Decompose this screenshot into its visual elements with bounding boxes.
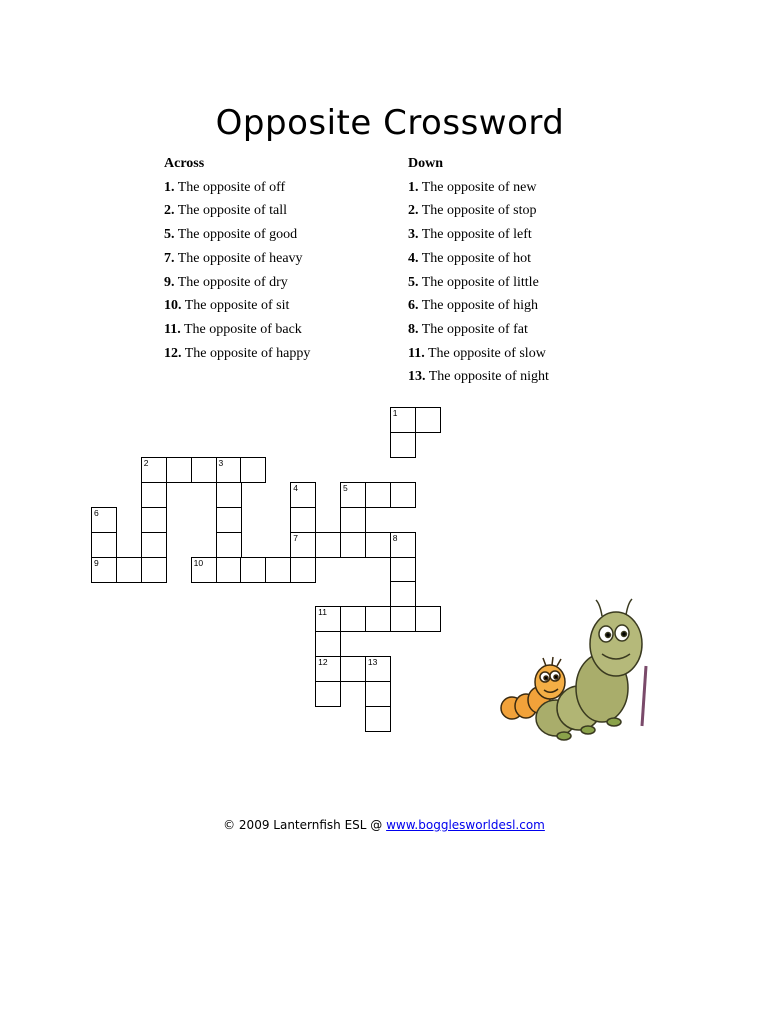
crossword-cell[interactable] xyxy=(216,457,242,483)
crossword-cell[interactable] xyxy=(315,681,341,707)
clue-text: The opposite of new xyxy=(421,179,537,195)
crossword-cell[interactable] xyxy=(91,507,117,533)
across-clue xyxy=(164,223,310,247)
cell-number: 8 xyxy=(392,532,398,543)
clue-number: 5. xyxy=(164,227,175,243)
down-clue xyxy=(408,247,549,271)
clue-text: The opposite of off xyxy=(177,179,286,195)
crossword-cell[interactable] xyxy=(191,457,217,483)
crossword-cell[interactable] xyxy=(365,681,391,707)
cell-number: 9 xyxy=(94,557,99,568)
crossword-cell[interactable] xyxy=(265,557,291,583)
down-clue xyxy=(408,294,549,318)
down-clue xyxy=(408,199,549,223)
clue-number: 1. xyxy=(408,179,419,195)
crossword-cell[interactable] xyxy=(415,606,441,632)
crossword-cell[interactable] xyxy=(315,656,341,682)
clue-number: 13. xyxy=(408,369,426,385)
crossword-cell[interactable] xyxy=(290,507,316,533)
clue-text: The opposite of fat xyxy=(421,321,528,337)
cell-number: 13 xyxy=(367,657,378,668)
crossword-cell[interactable] xyxy=(365,706,391,732)
cell-number: 4 xyxy=(293,482,298,493)
crossword-cell[interactable] xyxy=(290,557,316,583)
clue-number: 11. xyxy=(164,321,181,337)
crossword-cell[interactable] xyxy=(365,606,391,632)
across-clue xyxy=(164,199,310,223)
copyright-text: © 2009 Lanternfish ESL @ xyxy=(223,818,387,832)
crossword-cell[interactable] xyxy=(91,532,117,558)
across-heading: Across xyxy=(164,156,205,171)
crossword-cell[interactable] xyxy=(390,557,416,583)
down-clue xyxy=(408,365,549,389)
crossword-cell[interactable] xyxy=(415,407,441,433)
clue-text: The opposite of night xyxy=(428,369,549,385)
across-clues xyxy=(164,152,310,365)
down-clue xyxy=(408,271,549,295)
crossword-cell[interactable] xyxy=(216,532,242,558)
crossword-cell[interactable] xyxy=(240,557,266,583)
clue-number: 11. xyxy=(408,345,425,361)
down-heading: Down xyxy=(408,156,444,171)
cell-number: 7 xyxy=(293,532,298,543)
crossword-cell[interactable] xyxy=(390,606,416,632)
crossword-cell[interactable] xyxy=(315,631,341,657)
down-clue xyxy=(408,342,549,366)
clue-number: 10. xyxy=(164,298,182,314)
clue-number: 3. xyxy=(408,227,419,243)
cell-number: 12 xyxy=(318,657,328,668)
crossword-cell[interactable] xyxy=(315,606,341,632)
clue-text: The opposite of back xyxy=(183,321,302,337)
crossword-cell[interactable] xyxy=(340,507,366,533)
crossword-cell[interactable] xyxy=(141,532,167,558)
clue-number: 1. xyxy=(164,179,175,195)
website-link[interactable]: www.bogglesworldesl.com xyxy=(386,818,545,832)
crossword-cell[interactable] xyxy=(240,457,266,483)
crossword-cell[interactable] xyxy=(290,482,316,508)
clue-number: 7. xyxy=(164,250,175,266)
crossword-cell[interactable] xyxy=(290,532,316,558)
clue-text: The opposite of good xyxy=(177,227,298,243)
crossword-cell[interactable] xyxy=(141,507,167,533)
clue-text: The opposite of hot xyxy=(421,250,532,266)
clue-text: The opposite of dry xyxy=(177,274,288,290)
clue-number: 2. xyxy=(164,203,175,219)
crossword-cell[interactable] xyxy=(141,557,167,583)
cell-number: 6 xyxy=(94,507,99,518)
caterpillars-illustration xyxy=(494,596,666,746)
crossword-cell[interactable] xyxy=(365,656,391,682)
crossword-cell[interactable] xyxy=(191,557,217,583)
across-clue xyxy=(164,271,310,295)
clue-number: 8. xyxy=(408,321,419,337)
clue-text: The opposite of heavy xyxy=(177,250,303,266)
cell-number: 3 xyxy=(218,457,224,468)
cell-number: 10 xyxy=(193,557,204,568)
clue-text: The opposite of sit xyxy=(184,298,290,314)
crossword-cell[interactable] xyxy=(365,532,391,558)
clue-text: The opposite of left xyxy=(421,227,532,243)
crossword-cell[interactable] xyxy=(141,457,167,483)
crossword-cell[interactable] xyxy=(216,507,242,533)
crossword-cell[interactable] xyxy=(216,557,242,583)
cell-number: 2 xyxy=(143,457,149,468)
clue-number: 4. xyxy=(408,250,419,266)
crossword-cell[interactable] xyxy=(340,532,366,558)
across-clue xyxy=(164,342,310,366)
clue-text: The opposite of stop xyxy=(421,203,537,219)
clue-number: 6. xyxy=(408,298,419,314)
crossword-cell[interactable] xyxy=(91,557,117,583)
cell-number: 11 xyxy=(318,607,327,618)
crossword-cell[interactable] xyxy=(141,482,167,508)
across-clue xyxy=(164,247,310,271)
crossword-cell[interactable] xyxy=(166,457,192,483)
down-clue xyxy=(408,223,549,247)
across-clue xyxy=(164,176,310,200)
cell-number: 1 xyxy=(392,408,398,419)
crossword-cell[interactable] xyxy=(390,532,416,558)
footer xyxy=(0,818,768,832)
crossword-cell[interactable] xyxy=(390,482,416,508)
crossword-cell[interactable] xyxy=(315,532,341,558)
page-title: Opposite Crossword xyxy=(215,103,565,143)
clue-number: 5. xyxy=(408,274,419,290)
across-clue xyxy=(164,294,310,318)
clue-text: The opposite of happy xyxy=(184,345,311,361)
clue-text: The opposite of little xyxy=(421,274,539,290)
crossword-cell[interactable] xyxy=(390,407,416,433)
clue-number: 2. xyxy=(408,203,419,219)
down-clue xyxy=(408,176,549,200)
clue-number: 9. xyxy=(164,274,175,290)
crossword-cell[interactable] xyxy=(390,581,416,607)
crossword-cell[interactable] xyxy=(390,432,416,458)
crossword-cell[interactable] xyxy=(365,482,391,508)
cell-number: 5 xyxy=(343,482,348,493)
down-clues xyxy=(408,152,549,389)
across-clue xyxy=(164,318,310,342)
clue-text: The opposite of high xyxy=(421,298,539,314)
clue-text: The opposite of slow xyxy=(427,345,546,361)
crossword-cell[interactable] xyxy=(340,656,366,682)
crossword-cell[interactable] xyxy=(340,606,366,632)
crossword-cell[interactable] xyxy=(340,482,366,508)
down-clue xyxy=(408,318,549,342)
clue-number: 12. xyxy=(164,345,182,361)
crossword-cell[interactable] xyxy=(216,482,242,508)
clue-text: The opposite of tall xyxy=(177,203,288,219)
crossword-cell[interactable] xyxy=(116,557,142,583)
